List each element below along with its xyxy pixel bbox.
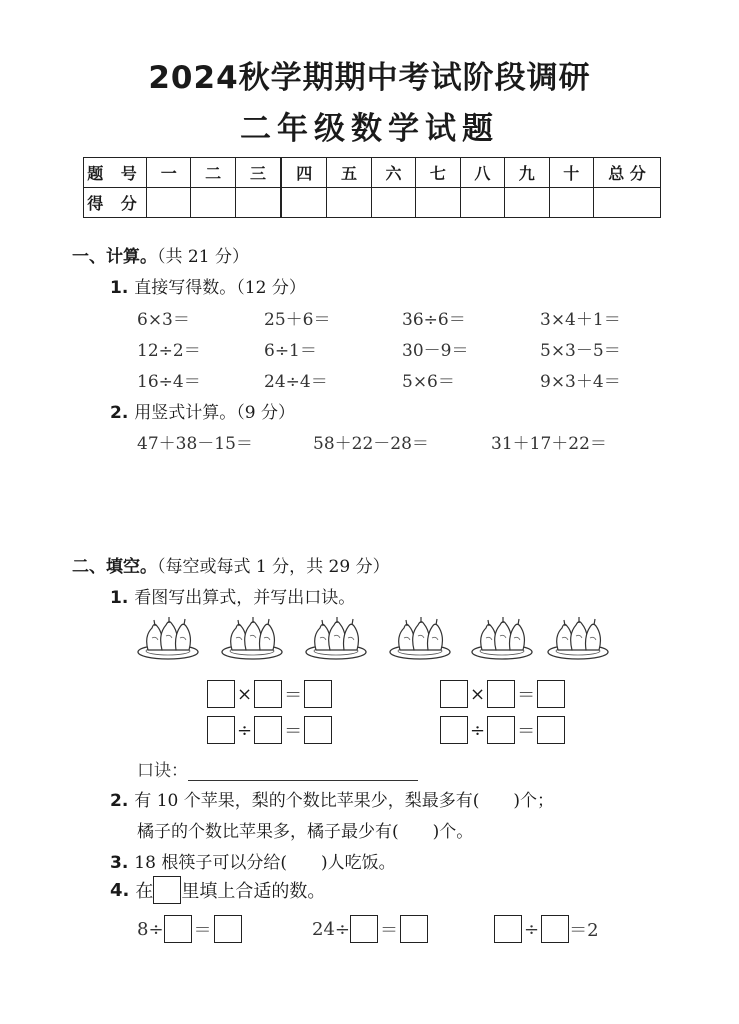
question-number: 3. bbox=[110, 853, 129, 873]
score-header-cell: 题 号 bbox=[84, 158, 147, 188]
question-text: 18 根筷子可以分给( )人吃饭。 bbox=[134, 853, 396, 873]
question-number: 4. bbox=[110, 879, 130, 901]
page-title: 2024秋学期期中考试阶段调研 bbox=[148, 60, 591, 96]
question-text-line2: 橘子的个数比苹果多，橘子最少有( )个。 bbox=[137, 822, 474, 842]
score-header-cell: 三 bbox=[235, 158, 281, 188]
equals-sign: ＝ bbox=[517, 721, 536, 742]
calc-item: 3×4＋1＝ bbox=[540, 310, 621, 330]
calc-item: 30－9＝ bbox=[402, 341, 469, 361]
divide-sign: ÷ bbox=[524, 918, 540, 940]
koujue-answer-line[interactable] bbox=[188, 762, 418, 781]
section1-title: 一、计算。 bbox=[72, 247, 157, 267]
score-header-cell: 十 bbox=[549, 158, 593, 188]
fill-equation-2 bbox=[312, 915, 428, 943]
score-header-cell: 总 分 bbox=[594, 158, 661, 188]
answer-box[interactable] bbox=[440, 716, 468, 744]
answer-box[interactable] bbox=[541, 915, 569, 943]
divide-sign: ÷ bbox=[470, 719, 486, 741]
question-number: 1. bbox=[110, 278, 129, 298]
score-cell[interactable] bbox=[235, 188, 281, 218]
question-text-post: 里填上合适的数。 bbox=[181, 881, 326, 902]
score-header-cell: 六 bbox=[371, 158, 415, 188]
score-cell[interactable] bbox=[416, 188, 460, 218]
fill-equation-1 bbox=[137, 915, 242, 943]
score-cell[interactable] bbox=[371, 188, 415, 218]
equals-sign: ＝ bbox=[284, 721, 303, 742]
calc-item: 36÷6＝ bbox=[402, 310, 466, 330]
vertical-calc-item: 47＋38－15＝ bbox=[137, 434, 253, 454]
s1-q2 bbox=[110, 398, 295, 423]
calc-item: 5×6＝ bbox=[402, 372, 455, 392]
equation-left: 8÷ bbox=[137, 918, 164, 940]
question-text: 有 10 个苹果，梨的个数比苹果少，梨最多有( )个； bbox=[134, 791, 554, 811]
answer-box[interactable] bbox=[164, 915, 192, 943]
answer-box[interactable] bbox=[400, 915, 428, 943]
score-header-cell: 二 bbox=[191, 158, 235, 188]
score-header-cell: 八 bbox=[460, 158, 504, 188]
section1-heading bbox=[72, 242, 249, 267]
question-text: 看图写出算式，并写出口诀。 bbox=[134, 588, 356, 608]
score-header-cell: 九 bbox=[505, 158, 549, 188]
score-table bbox=[83, 157, 661, 218]
score-header-cell: 一 bbox=[147, 158, 191, 188]
score-cell[interactable] bbox=[594, 188, 661, 218]
answer-box[interactable] bbox=[487, 680, 515, 708]
s2-q2 bbox=[110, 786, 554, 811]
answer-box[interactable] bbox=[304, 716, 332, 744]
answer-box[interactable] bbox=[207, 680, 235, 708]
section2-points: （每空或每式 1 分，共 29 分） bbox=[157, 557, 390, 577]
calc-item: 9×3＋4＝ bbox=[540, 372, 621, 392]
vertical-calc-item: 31＋17＋22＝ bbox=[491, 434, 607, 454]
s1-q1 bbox=[110, 273, 306, 298]
score-cell[interactable] bbox=[327, 188, 371, 218]
divide-equation-left bbox=[207, 716, 332, 744]
calc-item: 12÷2＝ bbox=[137, 341, 201, 361]
calc-item: 25＋6＝ bbox=[264, 310, 331, 330]
question-text: 用竖式计算。（9 分） bbox=[134, 403, 296, 423]
example-box bbox=[153, 876, 181, 904]
pear-plate bbox=[472, 617, 532, 659]
score-table-header-row bbox=[84, 158, 661, 188]
score-cell[interactable] bbox=[191, 188, 235, 218]
score-header-cell: 四 bbox=[281, 158, 327, 188]
divide-equation-right bbox=[440, 716, 565, 744]
calc-item: 5×3－5＝ bbox=[540, 341, 621, 361]
equals-sign: ＝ bbox=[517, 685, 536, 706]
vertical-calc-item: 58＋22－28＝ bbox=[313, 434, 429, 454]
pear-plate bbox=[138, 617, 198, 659]
question-number: 2. bbox=[110, 403, 129, 423]
answer-box[interactable] bbox=[537, 716, 565, 744]
multiply-equation-left bbox=[207, 680, 332, 708]
answer-box[interactable] bbox=[494, 915, 522, 943]
answer-box[interactable] bbox=[254, 680, 282, 708]
calc-item: 6÷1＝ bbox=[264, 341, 317, 361]
calc-item: 6×3＝ bbox=[137, 310, 190, 330]
page-subtitle: 二年级数学试题 bbox=[240, 111, 499, 147]
pear-plate bbox=[222, 617, 282, 659]
equals-sign: ＝ bbox=[193, 920, 212, 941]
equation-left: 24÷ bbox=[312, 918, 350, 940]
question-text: 直接写得数。（12 分） bbox=[134, 278, 306, 298]
score-header-cell: 七 bbox=[416, 158, 460, 188]
score-header-cell: 五 bbox=[327, 158, 371, 188]
fill-equation-3 bbox=[494, 915, 599, 943]
score-cell[interactable] bbox=[460, 188, 504, 218]
pear-plate bbox=[548, 617, 608, 659]
answer-box[interactable] bbox=[207, 716, 235, 744]
koujue-label: 口诀： bbox=[137, 761, 188, 781]
question-number: 2. bbox=[110, 791, 129, 811]
answer-box[interactable] bbox=[214, 915, 242, 943]
pear-plate bbox=[390, 617, 450, 659]
equals-sign: ＝ bbox=[284, 685, 303, 706]
multiply-equation-right bbox=[440, 680, 565, 708]
score-row-label: 得 分 bbox=[84, 188, 147, 218]
question-number: 1. bbox=[110, 588, 129, 608]
times-sign: × bbox=[470, 683, 486, 705]
pear-plates-illustration bbox=[0, 612, 739, 664]
section2-title: 二、填空。 bbox=[72, 557, 157, 577]
score-cell[interactable] bbox=[147, 188, 191, 218]
answer-box[interactable] bbox=[440, 680, 468, 708]
koujue-row bbox=[137, 756, 418, 781]
s2-q1 bbox=[110, 583, 355, 608]
calc-item: 24÷4＝ bbox=[264, 372, 328, 392]
equation-right: ＝2 bbox=[569, 920, 599, 941]
times-sign: × bbox=[237, 683, 253, 705]
section2-heading bbox=[72, 552, 390, 577]
score-cell[interactable] bbox=[505, 188, 549, 218]
score-cell[interactable] bbox=[281, 188, 327, 218]
score-table-score-row bbox=[84, 188, 661, 218]
s2-q3 bbox=[110, 848, 396, 873]
answer-box[interactable] bbox=[304, 680, 332, 708]
answer-box[interactable] bbox=[350, 915, 378, 943]
equals-sign: ＝ bbox=[380, 920, 398, 941]
pear-plate bbox=[306, 617, 366, 659]
divide-sign: ÷ bbox=[237, 719, 253, 741]
calc-item: 16÷4＝ bbox=[137, 372, 201, 392]
answer-box[interactable] bbox=[537, 680, 565, 708]
s2-q4 bbox=[110, 876, 325, 904]
question-text-pre: 在 bbox=[135, 881, 154, 902]
score-cell[interactable] bbox=[549, 188, 593, 218]
answer-box[interactable] bbox=[254, 716, 282, 744]
answer-box[interactable] bbox=[487, 716, 515, 744]
section1-points: （共 21 分） bbox=[157, 247, 249, 267]
